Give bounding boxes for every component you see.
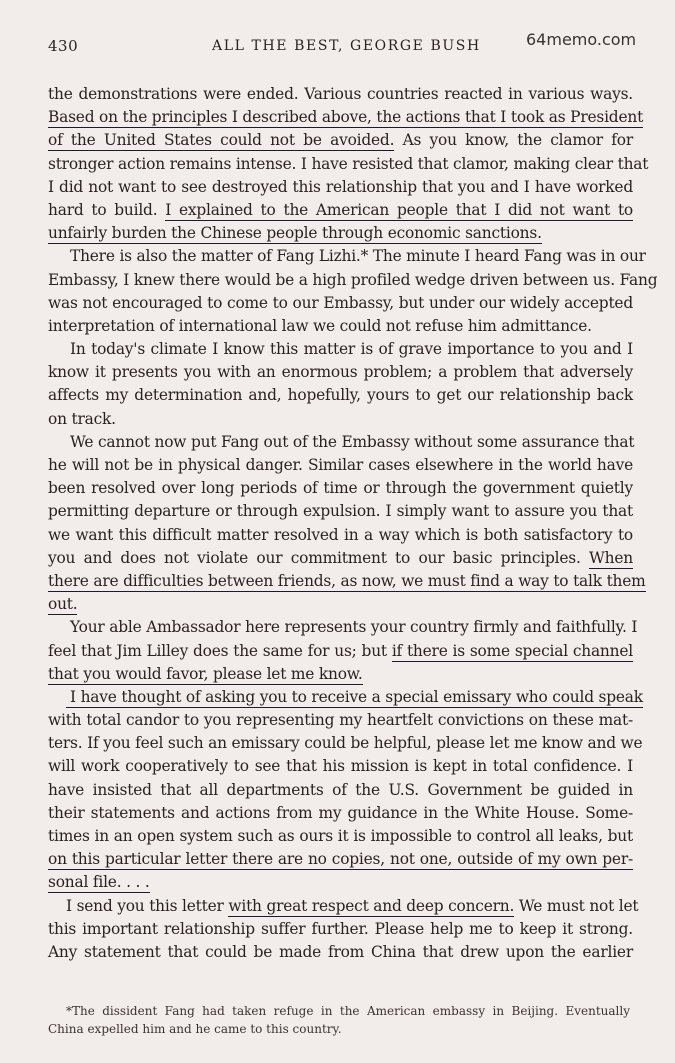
text-line bbox=[48, 686, 643, 709]
text-segment: feel that Jim Lilley does the same for us; but bbox=[48, 641, 392, 660]
text-segment: the demonstrations were ended. Various countries reacted in various ways. bbox=[48, 85, 633, 103]
text-segment: have insisted that all departments of the U.S. Government be guided in bbox=[48, 780, 633, 799]
text-segment: We must not let bbox=[514, 896, 639, 915]
footnote-line: China expelled him and he came to this country. bbox=[48, 1022, 342, 1036]
text-segment: ters. If you feel such an emissary could be helpful, please let me know and we bbox=[48, 734, 643, 753]
text-segment: this important relationship suffer further. Please help me to keep it strong. bbox=[48, 919, 633, 938]
underlined-passage: of the United States could not be avoided. bbox=[48, 131, 395, 150]
text-line bbox=[48, 500, 633, 523]
text-line bbox=[48, 709, 633, 732]
text-segment: with total candor to you representing my heartfelt convictions on these mat- bbox=[48, 711, 633, 730]
footnote bbox=[48, 1002, 630, 1038]
text-line bbox=[48, 663, 633, 686]
text-segment: Any statement that could be made from China that drew upon the earlier bbox=[48, 942, 633, 961]
text-segment: I did not want to see destroyed this relationship that you and I have worked bbox=[48, 177, 633, 196]
text-segment: Your able Ambassador here represents your country firmly and faithfully. I bbox=[70, 618, 638, 637]
text-segment: interpretation of international law we could not refuse him admittance. bbox=[48, 316, 592, 335]
footnote-line: *The dissident Fang had taken refuge in the American embassy in Beijing. Eventually bbox=[66, 1004, 630, 1018]
watermark: 64memo.com bbox=[526, 30, 637, 49]
text-line bbox=[48, 176, 633, 199]
text-line bbox=[48, 802, 633, 825]
text-segment: There is also the matter of Fang Lizhi.* The minute I heard Fang was in our bbox=[70, 247, 646, 266]
text-segment: I send you this letter bbox=[66, 896, 229, 915]
text-line bbox=[48, 895, 639, 918]
text-line bbox=[48, 199, 633, 222]
underlined-passage: unfairly burden the Chinese people through economic sanctions. bbox=[48, 224, 542, 243]
underlined-passage: on this particular letter there are no copies, not one, outside of my own per- bbox=[48, 850, 633, 869]
text-line bbox=[48, 292, 633, 315]
text-segment: he will not be in physical danger. Similar cases elsewhere in the world have bbox=[48, 456, 633, 474]
underlined-passage: When bbox=[589, 548, 633, 567]
text-segment: affects my determination and, hopefully, yours to get our relationship back bbox=[48, 386, 633, 405]
underlined-passage: there are difficulties between friends, as now, we must find a way to talk them bbox=[48, 571, 646, 590]
underlined-passage: I explained to the American people that I did not want to bbox=[165, 200, 633, 219]
page-number: 430 bbox=[48, 37, 79, 55]
text-segment: hard to build. bbox=[48, 200, 166, 219]
text-segment: been resolved over long periods of time or through the government quietly bbox=[48, 479, 633, 498]
text-line bbox=[48, 871, 633, 894]
text-segment: In today's climate I know this matter is of grave importance to you and I bbox=[70, 340, 633, 359]
text-line bbox=[48, 825, 633, 848]
text-segment: on track. bbox=[48, 409, 116, 428]
text-line bbox=[48, 384, 633, 407]
text-segment: permitting departure or through expulsion. I simply want to assure you that bbox=[48, 502, 633, 521]
text-line bbox=[48, 477, 633, 500]
text-segment: their statements and actions from my guidance in the White House. Some- bbox=[48, 803, 633, 822]
text-line bbox=[48, 593, 633, 616]
text-line bbox=[48, 83, 633, 106]
text-line bbox=[48, 918, 633, 941]
text-line bbox=[48, 315, 633, 338]
text-line bbox=[48, 269, 658, 292]
text-line bbox=[48, 454, 633, 477]
text-line bbox=[48, 547, 633, 570]
text-line bbox=[48, 222, 633, 245]
text-segment: times in an open system such as ours it is impossible to control all leaks, but bbox=[48, 827, 633, 845]
text-line bbox=[48, 106, 644, 129]
text-line bbox=[48, 129, 633, 152]
letter-body bbox=[48, 83, 658, 964]
text-line bbox=[48, 338, 633, 361]
text-segment: we want this difficult matter resolved in a way which is both satisfactory to bbox=[48, 525, 633, 544]
text-line bbox=[48, 732, 643, 755]
text-line bbox=[48, 361, 633, 384]
text-line bbox=[48, 524, 633, 547]
underlined-passage: Based on the principles I described above, the actions that I took as President bbox=[48, 108, 644, 127]
underlined-passage: if there is some special channel bbox=[391, 641, 633, 660]
text-segment: will work cooperatively to see that his mission is kept in total confidence. I bbox=[48, 757, 633, 776]
underlined-passage: sonal file. . . . bbox=[48, 873, 150, 892]
text-segment: stronger action remains intense. I have resisted that clamor, making clear that bbox=[48, 154, 649, 173]
text-segment: We cannot now put Fang out of the Embassy without some assurance that bbox=[70, 432, 635, 451]
text-line bbox=[48, 408, 633, 431]
underlined-passage: out. bbox=[48, 595, 78, 614]
text-line bbox=[48, 616, 638, 639]
text-line bbox=[48, 755, 633, 778]
text-line bbox=[48, 779, 633, 802]
text-line bbox=[48, 570, 646, 593]
text-segment: know it presents you with an enormous problem; a problem that adversely bbox=[48, 363, 633, 382]
underlined-passage: that you would favor, please let me know. bbox=[48, 664, 363, 683]
text-line bbox=[48, 245, 646, 268]
text-line bbox=[48, 640, 633, 663]
text-line bbox=[48, 153, 649, 176]
underlined-passage: I have thought of asking you to receive a special emissary who could speak bbox=[66, 688, 643, 708]
running-head: ALL THE BEST, GEORGE BUSH bbox=[212, 38, 481, 54]
text-segment: was not encouraged to come to our Embassy, but under our widely accepted bbox=[48, 293, 633, 312]
underlined-passage: with great respect and deep concern. bbox=[228, 896, 515, 915]
text-segment: Embassy, I knew there would be a high profiled wedge driven between us. Fang bbox=[48, 270, 658, 289]
text-segment: you and does not violate our commitment to our basic principles. bbox=[48, 548, 590, 567]
text-segment: As you know, the clamor for bbox=[394, 131, 634, 150]
text-line bbox=[48, 941, 633, 964]
text-line bbox=[48, 431, 633, 454]
text-line bbox=[48, 848, 633, 871]
